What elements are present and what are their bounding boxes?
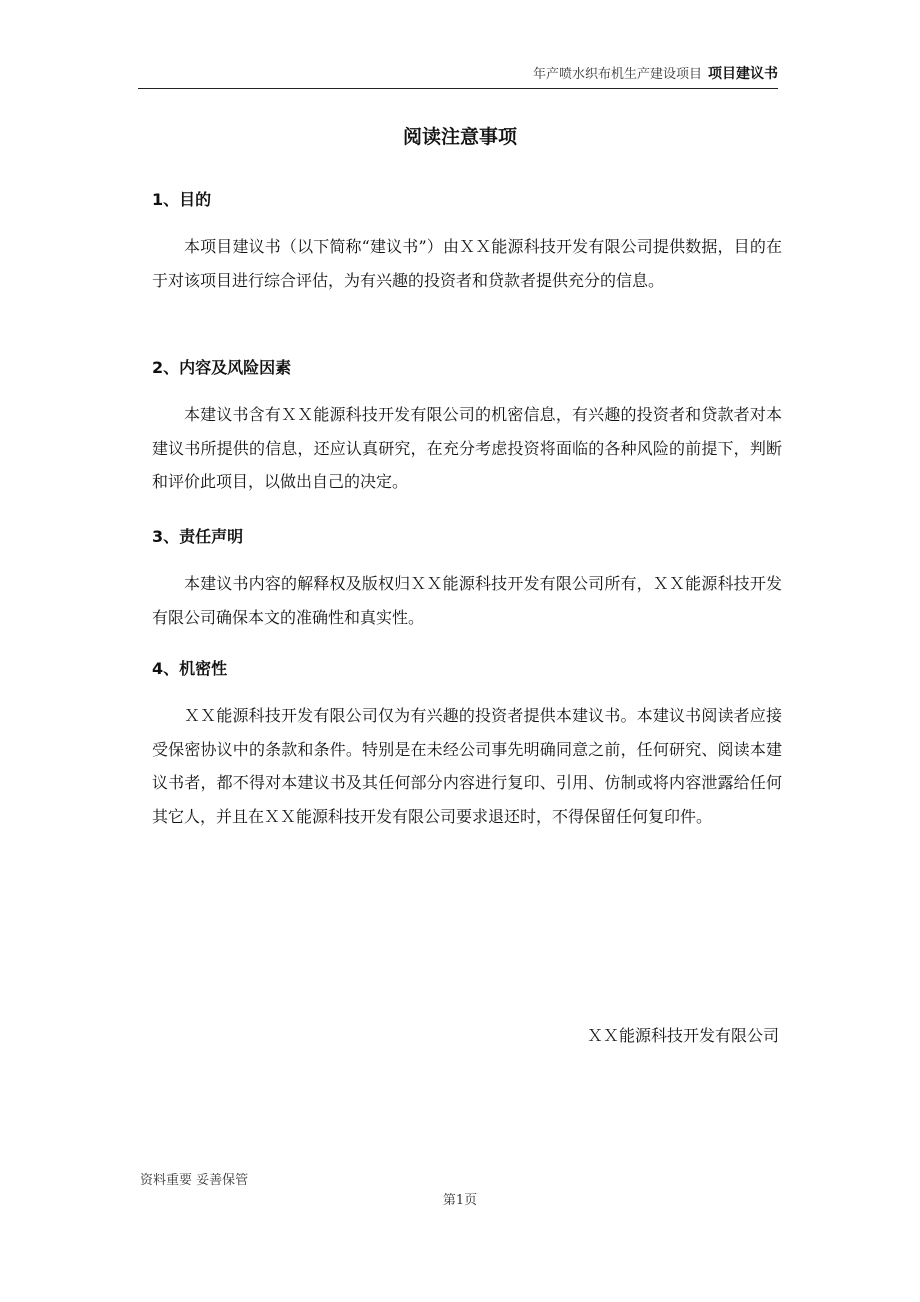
section-body-confidentiality: ＸＸ能源科技开发有限公司仅为有兴趣的投资者提供本建议书。本建议书阅读者应接受保密协议中的条款和条件。特别是在未经公司事先明确同意之前，任何研究、阅读本建议书者，都不得对本建议书及其任何部分内容进行复印、引用、仿制或将内容泄露给任何其它人，并且在ＸＸ能源科技开发有限公司要求退还时，不得保留任何复印件。: [152, 706, 782, 826]
section-body-risk: 本建议书含有ＸＸ能源科技开发有限公司的机密信息，有兴趣的投资者和贷款者对本建议书所提供的信息，还应认真研究，在充分考虑投资将面临的各种风险的前提下，判断和评价此项目，以做出自己的决定。: [152, 405, 782, 491]
page-number: 第1页: [442, 1193, 478, 1208]
section-heading-risk: 2、内容及风险因素: [152, 358, 292, 377]
section-heading-confidentiality: 4、机密性: [152, 659, 228, 678]
company-signature: ＸＸ能源科技开发有限公司: [586, 1026, 779, 1045]
page-header: [138, 64, 778, 89]
page-title: 阅读注意事项: [402, 126, 517, 148]
footer-note: 资料重要 妥善保管: [140, 1173, 249, 1188]
section-heading-purpose: 1、目的: [152, 190, 212, 209]
section-heading-liability: 3、责任声明: [152, 527, 244, 546]
header-doc-type: 项目建议书: [708, 66, 778, 82]
header-project-name: 年产喷水织布机生产建设项目: [532, 67, 702, 82]
section-body-liability: 本建议书内容的解释权及版权归ＸＸ能源科技开发有限公司所有，ＸＸ能源科技开发有限公司确保本文的准确性和真实性。: [152, 574, 782, 627]
section-body-purpose: 本项目建议书（以下简称“建议书”）由ＸＸ能源科技开发有限公司提供数据，目的在于对该项目进行综合评估，为有兴趣的投资者和贷款者提供充分的信息。: [152, 237, 782, 290]
